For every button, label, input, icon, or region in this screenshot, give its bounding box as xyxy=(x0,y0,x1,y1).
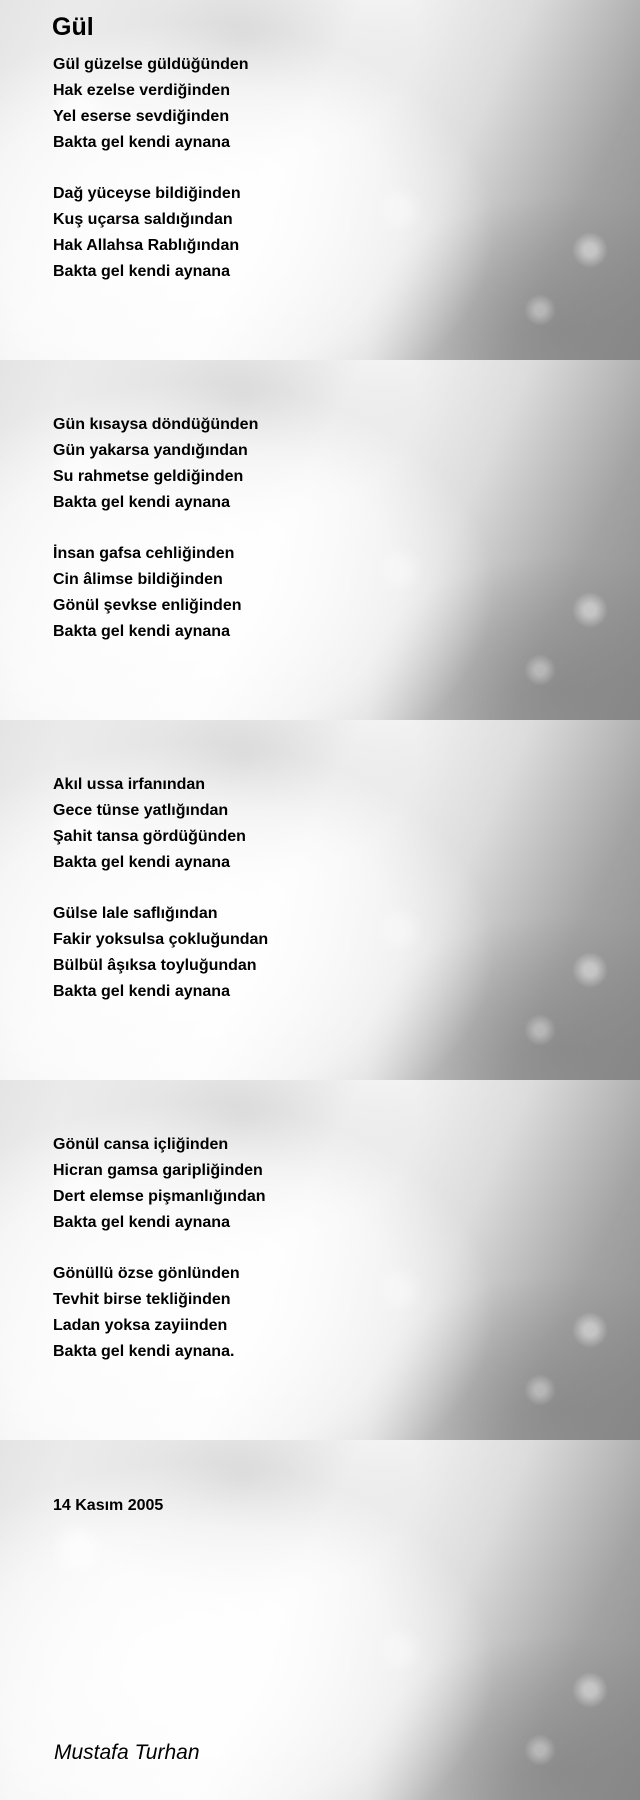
stanza-5 xyxy=(53,772,246,876)
poem-line: Hak Allahsa Rablığından xyxy=(53,237,240,254)
poem-line: Cin âlimse bildiğinden xyxy=(53,571,223,588)
stanza-2 xyxy=(53,181,241,285)
poem-author: Mustafa Turhan xyxy=(54,1741,200,1764)
poem-line: Gece tünse yatlığından xyxy=(53,802,229,819)
poem-line: Bakta gel kendi aynana xyxy=(53,623,230,640)
poem-line: Gün yakarsa yandığından xyxy=(53,442,248,459)
poem-panel-3 xyxy=(0,720,640,1080)
poem-line: Gül güzelse güldüğünden xyxy=(53,56,249,73)
poem-panel-2 xyxy=(0,360,640,720)
poem-line: Hicran gamsa garipliğinden xyxy=(53,1162,263,1179)
poem-line: Gün kısaysa döndüğünden xyxy=(53,416,259,433)
poem-line: Bülbül âşıksa toyluğundan xyxy=(53,957,257,974)
poem-line: Şahit tansa gördüğünden xyxy=(53,828,246,845)
poem-line: Gönüllü özse gönlünden xyxy=(53,1265,240,1282)
poem-line: Bakta gel kendi aynana xyxy=(53,854,230,871)
poem-line: İnsan gafsa cehliğinden xyxy=(53,545,235,562)
poem-line: Akıl ussa irfanından xyxy=(53,776,206,793)
poem-line: Hak ezelse verdiğinden xyxy=(53,82,230,99)
poem-line: Bakta gel kendi aynana xyxy=(53,494,230,511)
poem-panel-1 xyxy=(0,0,640,360)
poem-panel-4 xyxy=(0,1080,640,1440)
poem-title: Gül xyxy=(52,13,94,41)
poem-line: Dağ yüceyse bildiğinden xyxy=(53,185,241,202)
poem-line: Dert elemse pişmanlığından xyxy=(53,1188,266,1205)
stanza-1 xyxy=(53,52,249,156)
stanza-7 xyxy=(53,1132,266,1236)
poem-line: Gönül şevkse enliğinden xyxy=(53,597,242,614)
poem-line: Su rahmetse geldiğinden xyxy=(53,468,244,485)
stanza-6 xyxy=(53,901,268,1005)
poem-line: Bakta gel kendi aynana. xyxy=(53,1343,235,1360)
poem-line: Tevhit birse tekliğinden xyxy=(53,1291,231,1308)
poem-line: Kuş uçarsa saldığından xyxy=(53,211,233,228)
stanza-8 xyxy=(53,1261,240,1365)
poem-line: Gülse lale saflığından xyxy=(53,905,218,922)
poem-line: Bakta gel kendi aynana xyxy=(53,1214,230,1231)
poem-line: Fakir yoksulsa çokluğundan xyxy=(53,931,269,948)
poem-line: Yel eserse sevdiğinden xyxy=(53,108,230,125)
poem-line: Bakta gel kendi aynana xyxy=(53,263,230,280)
poem-panel-5 xyxy=(0,1440,640,1800)
poem-line: Bakta gel kendi aynana xyxy=(53,983,230,1000)
stanza-3 xyxy=(53,412,258,516)
poem-line: Ladan yoksa zayiinden xyxy=(53,1317,228,1334)
poem-date: 14 Kasım 2005 xyxy=(53,1497,164,1514)
poem-line: Gönül cansa içliğinden xyxy=(53,1136,229,1153)
poem-line: Bakta gel kendi aynana xyxy=(53,134,230,151)
stanza-4 xyxy=(53,541,242,645)
